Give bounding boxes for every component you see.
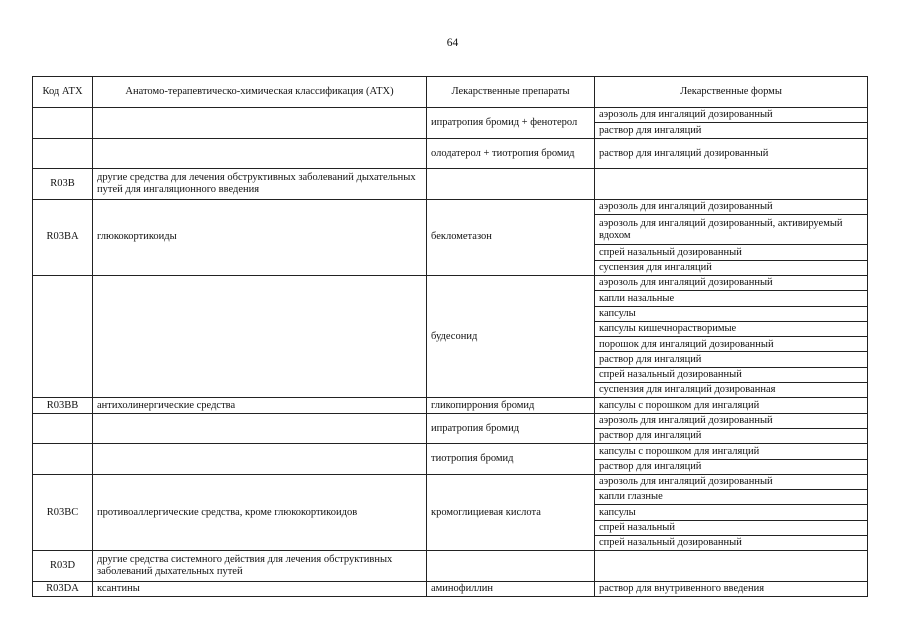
dosage-form-cell: раствор для внутривенного введения xyxy=(595,581,868,596)
atc-classification-cell xyxy=(93,275,427,397)
header-forms: Лекарственные формы xyxy=(595,77,868,108)
atc-code-cell xyxy=(33,444,93,475)
atc-classification-cell: глюкокортикоиды xyxy=(93,199,427,275)
dosage-form-cell: аэрозоль для ингаляций дозированный xyxy=(595,199,868,214)
drug-name-cell: олодатерол + тиотропия бромид xyxy=(427,138,595,169)
atc-code-cell: R03BB xyxy=(33,398,93,413)
table-row xyxy=(33,199,868,214)
table-body xyxy=(33,108,868,597)
dosage-form-cell: суспензия для ингаляций дозированная xyxy=(595,383,868,398)
table-row xyxy=(33,444,868,459)
dosage-form-cell xyxy=(595,551,868,582)
drug-name-cell xyxy=(427,169,595,200)
dosage-form-cell: капсулы кишечнорастворимые xyxy=(595,321,868,336)
header-drug: Лекарственные препараты xyxy=(427,77,595,108)
dosage-form-cell: спрей назальный дозированный xyxy=(595,367,868,382)
table-row xyxy=(33,169,868,200)
dosage-form-cell: раствор для ингаляций xyxy=(595,352,868,367)
dosage-form-cell: капсулы xyxy=(595,306,868,321)
atc-classification-cell xyxy=(93,108,427,139)
table-row xyxy=(33,138,868,169)
drug-name-cell: тиотропия бромид xyxy=(427,444,595,475)
atc-classification-cell: другие средства системного действия для лечения обструктивных заболеваний дыхательных путей xyxy=(93,551,427,582)
atc-code-cell xyxy=(33,413,93,444)
drug-name-cell xyxy=(427,551,595,582)
dosage-form-cell: раствор для ингаляций дозированный xyxy=(595,138,868,169)
dosage-form-cell: суспензия для ингаляций xyxy=(595,260,868,275)
dosage-form-cell: спрей назальный дозированный xyxy=(595,245,868,260)
atc-code-cell xyxy=(33,108,93,139)
atc-code-cell: R03D xyxy=(33,551,93,582)
atc-code-cell xyxy=(33,275,93,397)
drug-name-cell: ипратропия бромид + фенотерол xyxy=(427,108,595,139)
drug-name-cell: ипратропия бромид xyxy=(427,413,595,444)
page-number: 64 xyxy=(446,37,459,49)
dosage-form-cell: аэрозоль для ингаляций дозированный xyxy=(595,275,868,290)
table-row xyxy=(33,413,868,428)
atc-code-cell: R03DA xyxy=(33,581,93,596)
header-classification: Анатомо-терапевтическо-химическая классификация (АТХ) xyxy=(93,77,427,108)
atc-classification-cell: ксантины xyxy=(93,581,427,596)
table-row xyxy=(33,551,868,582)
atc-classification-cell xyxy=(93,138,427,169)
table-row xyxy=(33,398,868,413)
atc-code-cell: R03B xyxy=(33,169,93,200)
dosage-form-cell: капсулы xyxy=(595,505,868,520)
dosage-form-cell: порошок для ингаляций дозированный xyxy=(595,337,868,352)
dosage-form-cell: капсулы с порошком для ингаляций xyxy=(595,398,868,413)
atc-code-cell: R03BA xyxy=(33,199,93,275)
atc-classification-cell: другие средства для лечения обструктивных заболеваний дыхательных путей для ингаляционного введения xyxy=(93,169,427,200)
dosage-form-cell: спрей назальный дозированный xyxy=(595,536,868,551)
drug-name-cell: будесонид xyxy=(427,275,595,397)
atc-classification-cell: антихолинергические средства xyxy=(93,398,427,413)
atc-drug-table xyxy=(32,76,868,597)
atc-classification-cell: противоаллергические средства, кроме глюкокортикоидов xyxy=(93,474,427,550)
dosage-form-cell: капсулы с порошком для ингаляций xyxy=(595,444,868,459)
atc-code-cell xyxy=(33,138,93,169)
table-row xyxy=(33,581,868,596)
dosage-form-cell: раствор для ингаляций xyxy=(595,459,868,474)
table-row xyxy=(33,275,868,290)
dosage-form-cell: раствор для ингаляций xyxy=(595,428,868,443)
atc-code-cell: R03BC xyxy=(33,474,93,550)
dosage-form-cell: раствор для ингаляций xyxy=(595,123,868,138)
dosage-form-cell: капли глазные xyxy=(595,490,868,505)
table-header-row xyxy=(33,77,868,108)
atc-classification-cell xyxy=(93,444,427,475)
drug-name-cell: аминофиллин xyxy=(427,581,595,596)
table-row xyxy=(33,474,868,489)
drug-name-cell: кромоглициевая кислота xyxy=(427,474,595,550)
dosage-form-cell: спрей назальный xyxy=(595,520,868,535)
header-code: Код АТХ xyxy=(33,77,93,108)
dosage-form-cell: аэрозоль для ингаляций дозированный, активируемый вдохом xyxy=(595,214,868,245)
dosage-form-cell: капли назальные xyxy=(595,291,868,306)
drug-name-cell: беклометазон xyxy=(427,199,595,275)
dosage-form-cell: аэрозоль для ингаляций дозированный xyxy=(595,413,868,428)
dosage-form-cell: аэрозоль для ингаляций дозированный xyxy=(595,474,868,489)
atc-classification-cell xyxy=(93,413,427,444)
drug-name-cell: гликопиррония бромид xyxy=(427,398,595,413)
dosage-form-cell xyxy=(595,169,868,200)
dosage-form-cell: аэрозоль для ингаляций дозированный xyxy=(595,108,868,123)
table-row xyxy=(33,108,868,123)
